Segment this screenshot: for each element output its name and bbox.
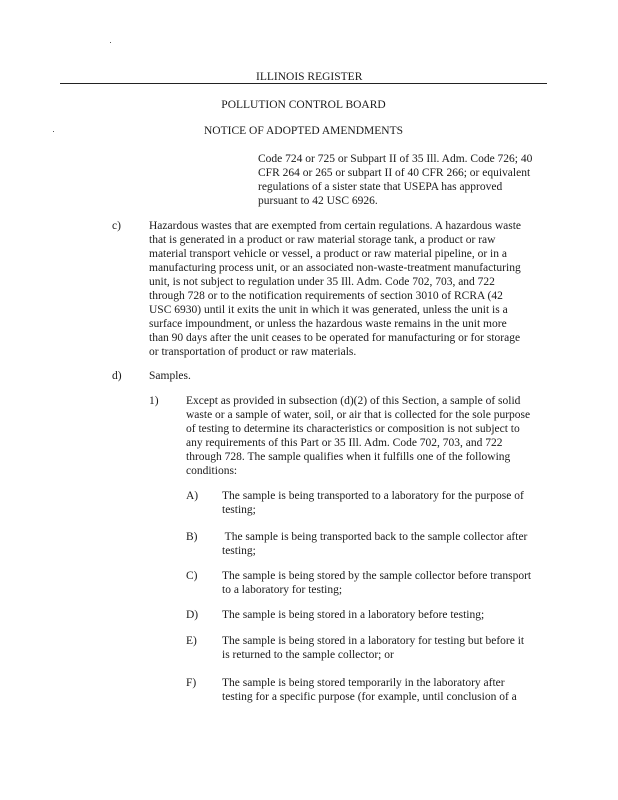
subsection-1-label: 1) [149, 395, 159, 407]
scan-speck [110, 42, 111, 43]
item-label: C) [186, 570, 198, 582]
notice-title: NOTICE OF ADOPTED AMENDMENTS [203, 125, 404, 137]
item-label: A) [186, 490, 199, 502]
register-title: ILLINOIS REGISTER [256, 71, 363, 83]
item-label: F) [186, 677, 197, 689]
document-page: ILLINOIS REGISTER POLLUTION CONTROL BOARD NOTICE OF ADOPTED AMENDMENTS Code 724 or 725 or Subpart II of 35 Ill. Adm. Code 726; 40 CFR 264 or 265 or subpart II of 40 CFR 266; or equivalent regulations of a sister state that USEPA has approved pursuant to 42 USC 6926. c) Hazardous wastes that are exempted from certain regulations. A hazardous waste that is generated in a product or raw material storage tank, a product or raw material transport vehicle or vessel, a product or raw material pipeline, or in a manufacturing process unit, or an associated non-waste-treatment manufacturing unit, is not subject to regulation under 35 Ill. Adm. Code 702, 703, and 722 through 728 or to the notification requirements of section 3010 of RCRA (42 USC 6930) until it exits the unit in which it was generated, unless the unit is a surface impoundment, or unless the hazardous waste remains in the unit more than 90 days after the unit ceases to be operated for manufacturing or for storage or transportation of product or raw materials. d) Samples. 1) Except as provided in subsection (d)(2) of this Section, a sample of solid waste or a sample of water, soil, or air that is collected for the sole purpose of testing to determine its characteristics or composition is not subject to any requirements of this Part or 35 Ill. Adm. Code 702, 703, and 722 through 728. The sample qualifies when it fulfills one of the following conditions: A) The sample is being transported to a laboratory for the purpose of testing; B) The sample is being transported back to the sample collector after testing; C) The sample is being stored by the sample collector before transport to a laboratory for testing; D) The sample is being stored in a laboratory before testing; E) The sample is being stored in a laboratory for testing but before it is returned to the sample collector; or F) The sample is being stored temporarily in the laboratory after testing for a specific purpose (for example, until conclusion of a [0, 0, 618, 800]
section-d-title: Samples. [149, 370, 191, 382]
scan-speck [53, 131, 54, 132]
section-c-label: c) [112, 220, 121, 232]
board-title: POLLUTION CONTROL BOARD [221, 99, 386, 111]
item-label: B) [186, 531, 198, 543]
header-rule [60, 83, 547, 84]
item-label: D) [186, 609, 199, 621]
item-label: E) [186, 635, 197, 647]
section-d-label: d) [112, 370, 122, 382]
